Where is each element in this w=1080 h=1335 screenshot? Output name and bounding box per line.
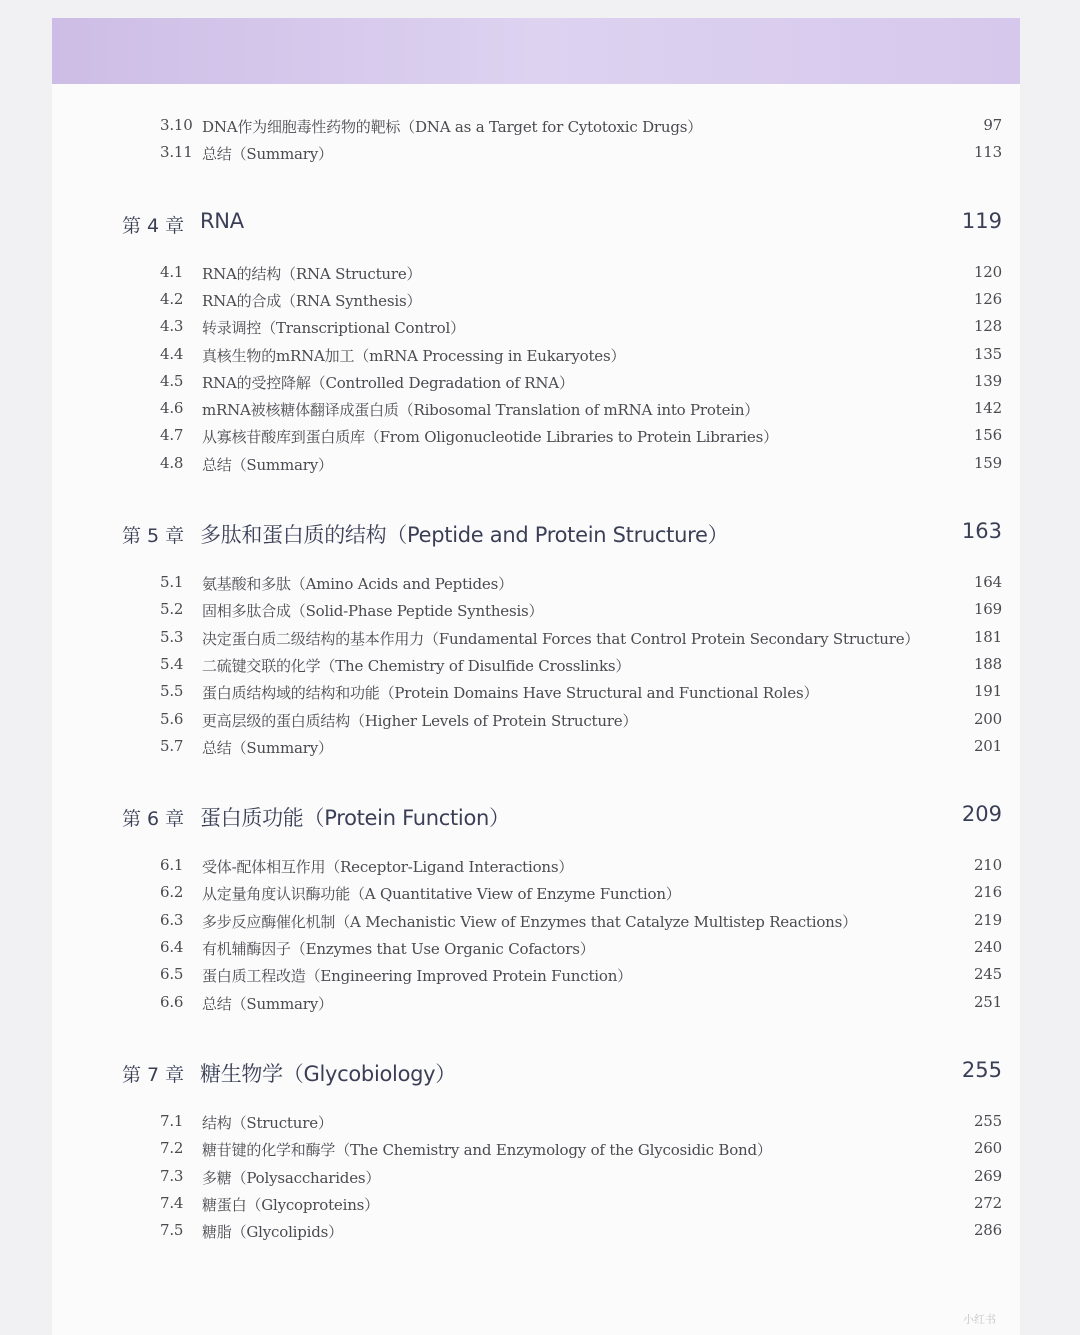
toc-entry[interactable] bbox=[160, 938, 1002, 962]
section-page-number: 191 bbox=[973, 682, 1002, 701]
chapter-heading[interactable] bbox=[122, 205, 1002, 245]
section-page-number: 219 bbox=[973, 910, 1002, 929]
section-number: 7.5 bbox=[160, 1221, 184, 1240]
section-page-number: 128 bbox=[973, 317, 1002, 336]
section-title: 总结（Summary） bbox=[202, 738, 333, 757]
toc-entry[interactable] bbox=[160, 1112, 1002, 1136]
toc-entry[interactable] bbox=[160, 426, 1002, 450]
chapter-heading[interactable] bbox=[122, 798, 1002, 838]
section-title: 糖苷键的化学和酶学（The Chemistry and Enzymology of the Glycosidic Bond） bbox=[202, 1141, 772, 1160]
section-page-number: 245 bbox=[973, 965, 1002, 984]
section-title: 从定量角度认识酶功能（A Quantitative View of Enzyme Function） bbox=[202, 885, 681, 904]
toc-entry[interactable] bbox=[160, 856, 1002, 880]
toc-entry[interactable] bbox=[160, 682, 1002, 706]
chapter-label: 第 7 章 bbox=[122, 1063, 185, 1086]
toc-entry[interactable] bbox=[160, 628, 1002, 652]
section-page-number: 286 bbox=[973, 1221, 1002, 1240]
toc-entry[interactable] bbox=[160, 737, 1002, 761]
section-page-number: 210 bbox=[973, 856, 1002, 875]
section-number: 6.3 bbox=[160, 910, 184, 929]
section-page-number: 240 bbox=[973, 938, 1002, 956]
section-number: 5.7 bbox=[160, 736, 184, 755]
toc-entry[interactable] bbox=[160, 1167, 1002, 1191]
chapter-page-number: 255 bbox=[961, 1057, 1002, 1082]
chapter-heading[interactable] bbox=[122, 1054, 1002, 1094]
chapter-page-number: 209 bbox=[961, 802, 1002, 827]
section-page-number: 156 bbox=[973, 426, 1002, 445]
section-number: 4.2 bbox=[160, 289, 184, 308]
section-number: 4.3 bbox=[160, 317, 184, 336]
chapter-title: 糖生物学（Glycobiology） bbox=[200, 1061, 456, 1086]
section-number: 5.1 bbox=[160, 573, 184, 591]
section-number: 5.4 bbox=[160, 654, 184, 673]
toc-entry[interactable] bbox=[160, 1139, 1002, 1163]
section-number: 4.5 bbox=[160, 371, 184, 390]
section-number: 7.2 bbox=[160, 1139, 184, 1158]
section-title: 多糖（Polysaccharides） bbox=[202, 1168, 381, 1187]
section-number: 4.8 bbox=[160, 453, 184, 472]
chapter-page-number: 119 bbox=[961, 208, 1002, 233]
section-number: 5.6 bbox=[160, 709, 184, 728]
section-page-number: 120 bbox=[973, 262, 1002, 281]
section-title: 糖蛋白（Glycoproteins） bbox=[202, 1195, 379, 1214]
toc-entry[interactable] bbox=[160, 290, 1002, 314]
chapter-label: 第 6 章 bbox=[122, 808, 185, 831]
section-title: 更高层级的蛋白质结构（Higher Levels of Protein Structure） bbox=[202, 711, 638, 730]
chapter-label: 第 4 章 bbox=[122, 214, 185, 237]
section-title: 蛋白质工程改造（Engineering Improved Protein Function） bbox=[202, 967, 632, 986]
chapter-page-number: 163 bbox=[961, 519, 1002, 543]
section-page-number: 269 bbox=[973, 1166, 1002, 1185]
section-number: 3.11 bbox=[160, 143, 193, 162]
section-title: 总结（Summary） bbox=[202, 455, 333, 474]
section-page-number: 251 bbox=[973, 992, 1002, 1011]
section-number: 7.3 bbox=[160, 1166, 184, 1185]
toc-entry[interactable] bbox=[160, 710, 1002, 734]
section-page-number: 200 bbox=[973, 709, 1002, 728]
toc-entry[interactable] bbox=[160, 454, 1002, 478]
section-title: 受体-配体相互作用（Receptor-Ligand Interactions） bbox=[202, 858, 574, 877]
toc-entry[interactable] bbox=[160, 317, 1002, 341]
chapter-heading[interactable] bbox=[122, 515, 1002, 555]
section-page-number: 260 bbox=[973, 1139, 1002, 1158]
section-title: 结构（Structure） bbox=[202, 1113, 333, 1132]
toc-entry[interactable] bbox=[160, 1221, 1002, 1245]
toc-entry[interactable] bbox=[160, 399, 1002, 423]
section-title: 有机辅酶因子（Enzymes that Use Organic Cofactors） bbox=[202, 940, 595, 958]
section-page-number: 139 bbox=[973, 371, 1002, 390]
toc-entry[interactable] bbox=[160, 911, 1002, 935]
section-title: 转录调控（Transcriptional Control） bbox=[202, 319, 465, 338]
section-number: 3.10 bbox=[160, 116, 193, 134]
chapter-title: RNA bbox=[200, 208, 244, 233]
toc-entry[interactable] bbox=[160, 883, 1002, 907]
toc-entry[interactable] bbox=[160, 372, 1002, 396]
section-number: 6.4 bbox=[160, 938, 184, 956]
section-title: 总结（Summary） bbox=[202, 994, 333, 1013]
section-number: 4.4 bbox=[160, 344, 184, 363]
section-title: 固相多肽合成（Solid-Phase Peptide Synthesis） bbox=[202, 602, 544, 621]
section-page-number: 181 bbox=[973, 627, 1002, 646]
toc-entry[interactable] bbox=[160, 965, 1002, 989]
watermark: 小红书 bbox=[963, 1313, 996, 1326]
section-title: RNA的合成（RNA Synthesis） bbox=[202, 291, 422, 310]
section-page-number: 272 bbox=[973, 1193, 1002, 1212]
section-number: 7.4 bbox=[160, 1193, 184, 1212]
section-page-number: 188 bbox=[973, 654, 1002, 673]
section-page-number: 255 bbox=[973, 1111, 1002, 1130]
section-title: 氨基酸和多肽（Amino Acids and Peptides） bbox=[202, 575, 513, 593]
toc-entry[interactable] bbox=[160, 600, 1002, 624]
book-page bbox=[52, 18, 1020, 1335]
chapter-label: 第 5 章 bbox=[122, 525, 185, 547]
section-page-number: 216 bbox=[973, 883, 1002, 902]
section-title: 真核生物的mRNA加工（mRNA Processing in Eukaryotes） bbox=[202, 346, 626, 365]
section-number: 4.6 bbox=[160, 399, 184, 418]
section-page-number: 159 bbox=[973, 453, 1002, 472]
section-page-number: 135 bbox=[973, 344, 1002, 363]
section-title: 决定蛋白质二级结构的基本作用力（Fundamental Forces that Control Protein Secondary Structure） bbox=[202, 629, 920, 648]
section-number: 5.5 bbox=[160, 682, 184, 701]
section-number: 7.1 bbox=[160, 1111, 184, 1130]
toc-entry[interactable] bbox=[160, 263, 1002, 287]
section-title: 蛋白质结构域的结构和功能（Protein Domains Have Structural and Functional Roles） bbox=[202, 684, 819, 703]
section-page-number: 97 bbox=[983, 116, 1002, 134]
section-page-number: 201 bbox=[973, 736, 1002, 755]
toc-entry[interactable] bbox=[160, 1194, 1002, 1218]
toc-entry[interactable] bbox=[160, 993, 1002, 1017]
section-title: 多步反应酶催化机制（A Mechanistic View of Enzymes that Catalyze Multistep Reactions） bbox=[202, 912, 857, 931]
section-page-number: 169 bbox=[973, 600, 1002, 619]
toc-entry[interactable] bbox=[160, 573, 1002, 597]
chapter-title: 多肽和蛋白质的结构（Peptide and Protein Structure） bbox=[200, 523, 729, 547]
section-number: 6.1 bbox=[160, 856, 184, 875]
section-title: RNA的受控降解（Controlled Degradation of RNA） bbox=[202, 373, 574, 392]
toc-entry[interactable] bbox=[160, 655, 1002, 679]
section-title: mRNA被核糖体翻译成蛋白质（Ribosomal Translation of mRNA into Protein） bbox=[202, 401, 760, 420]
section-page-number: 113 bbox=[973, 143, 1002, 162]
section-number: 4.7 bbox=[160, 426, 184, 445]
section-number: 5.2 bbox=[160, 600, 184, 619]
section-number: 5.3 bbox=[160, 627, 184, 646]
section-number: 6.6 bbox=[160, 992, 184, 1011]
section-number: 6.5 bbox=[160, 965, 184, 984]
section-title: DNA作为细胞毒性药物的靶标（DNA as a Target for Cytotoxic Drugs） bbox=[202, 118, 703, 136]
section-number: 4.1 bbox=[160, 262, 184, 281]
header-band bbox=[52, 18, 1020, 84]
section-number: 6.2 bbox=[160, 883, 184, 902]
section-title: 总结（Summary） bbox=[202, 145, 333, 164]
section-page-number: 164 bbox=[973, 573, 1002, 591]
section-page-number: 126 bbox=[973, 289, 1002, 308]
section-title: 糖脂（Glycolipids） bbox=[202, 1223, 343, 1242]
section-title: 二硫键交联的化学（The Chemistry of Disulfide Crosslinks） bbox=[202, 656, 631, 675]
toc-entry[interactable] bbox=[160, 116, 1002, 140]
section-page-number: 142 bbox=[973, 399, 1002, 418]
section-title: RNA的结构（RNA Structure） bbox=[202, 264, 422, 283]
section-title: 从寡核苷酸库到蛋白质库（From Oligonucleotide Libraries to Protein Libraries） bbox=[202, 428, 778, 447]
toc-entry[interactable] bbox=[160, 143, 1002, 167]
toc-entry[interactable] bbox=[160, 345, 1002, 369]
chapter-title: 蛋白质功能（Protein Function） bbox=[200, 806, 510, 831]
